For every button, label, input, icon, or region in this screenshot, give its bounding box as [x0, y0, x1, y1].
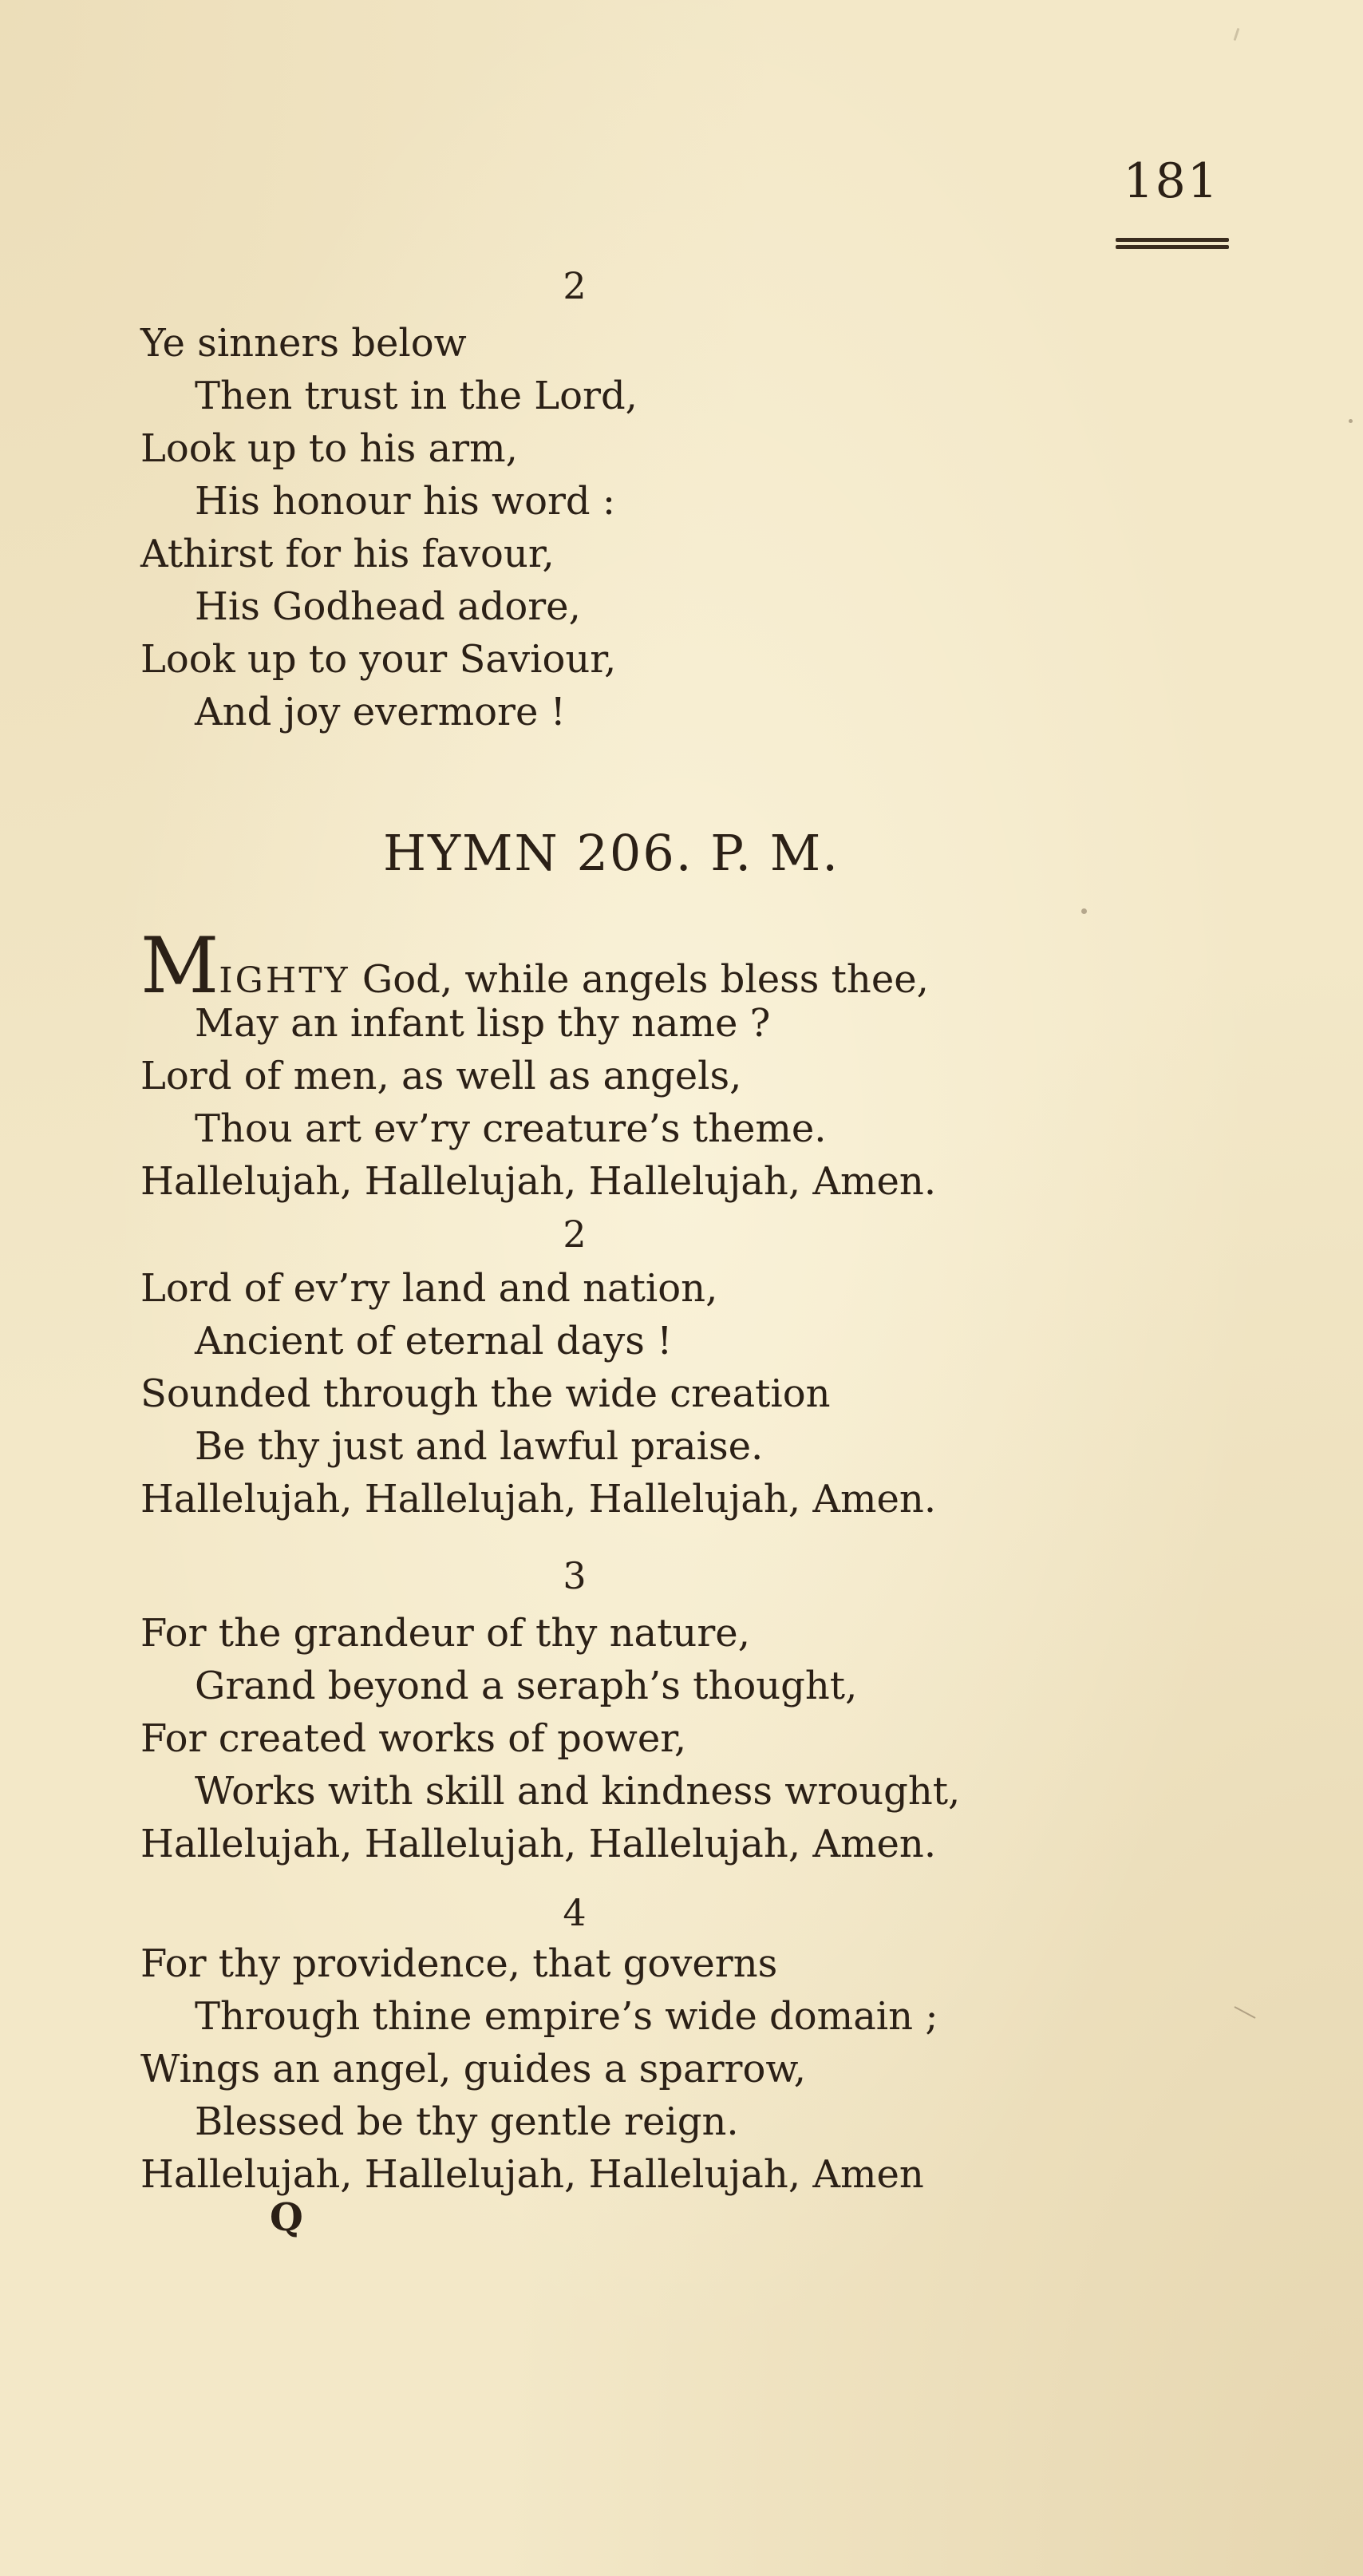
- verse-line: Works with skill and kindness wrought,: [195, 1769, 961, 1814]
- stanza-number: 2: [563, 1213, 587, 1256]
- first-line: [140, 921, 929, 1011]
- paper-speck: [1234, 2006, 1255, 2019]
- verse-line: Athirst for his favour,: [140, 532, 555, 576]
- first-word-smallcaps: IGHTY: [219, 960, 350, 1001]
- verse-line: Ancient of eternal days !: [195, 1319, 673, 1363]
- verse-line: Wings an angel, guides a sparrow,: [140, 2047, 806, 2091]
- verse-line: Ye sinners below: [140, 321, 467, 366]
- hymn-title: HYMN 206. P. M.: [383, 824, 840, 882]
- signature-mark: Q: [270, 2195, 303, 2240]
- verse-line: Lord of ev’ry land and nation,: [140, 1266, 718, 1311]
- verse-line: For created works of power,: [140, 1716, 687, 1761]
- page-rule: [1116, 238, 1229, 255]
- verse-line: Blessed be thy gentle reign.: [195, 2099, 739, 2144]
- paper-speck: [1234, 28, 1240, 41]
- verse-line: And joy evermore !: [195, 690, 566, 734]
- refrain-line: Hallelujah, Hallelujah, Hallelujah, Amen.: [140, 1822, 937, 1866]
- verse-line: Grand beyond a seraph’s thought,: [195, 1664, 858, 1708]
- verse-line: For the grandeur of thy nature,: [140, 1611, 750, 1656]
- paper-speck: [1349, 419, 1353, 423]
- verse-line: His honour his word :: [195, 479, 616, 524]
- verse-line: Look up to his arm,: [140, 426, 518, 471]
- stanza-number: 4: [563, 1891, 587, 1934]
- page-number: 181: [1123, 153, 1219, 209]
- paper-speck: [1081, 908, 1087, 914]
- verse-line: May an infant lisp thy name ?: [195, 1001, 771, 1046]
- stanza-number: 3: [563, 1554, 587, 1597]
- verse-line: Sounded through the wide creation: [140, 1371, 831, 1416]
- verse-line: Then trust in the Lord,: [195, 374, 638, 418]
- first-line-rest: God, while angels bless thee,: [350, 957, 929, 1002]
- verse-line: Thou art ev’ry creature’s theme.: [195, 1106, 827, 1151]
- verse-line: Through thine empire’s wide domain ;: [195, 1994, 938, 2039]
- verse-line: His Godhead adore,: [195, 584, 581, 629]
- verse-line: For thy providence, that governs: [140, 1941, 778, 1986]
- refrain-line: Hallelujah, Hallelujah, Hallelujah, Amen.: [140, 1159, 937, 1204]
- verse-line: Look up to your Saviour,: [140, 637, 617, 682]
- verse-line: Lord of men, as well as angels,: [140, 1054, 742, 1098]
- verse-line: Be thy just and lawful praise.: [195, 1424, 764, 1469]
- prev-stanza-number: 2: [563, 264, 587, 307]
- refrain-line: Hallelujah, Hallelujah, Hallelujah, Amen: [140, 2152, 924, 2197]
- refrain-line: Hallelujah, Hallelujah, Hallelujah, Amen.: [140, 1477, 937, 1521]
- drop-cap: M: [140, 921, 219, 1011]
